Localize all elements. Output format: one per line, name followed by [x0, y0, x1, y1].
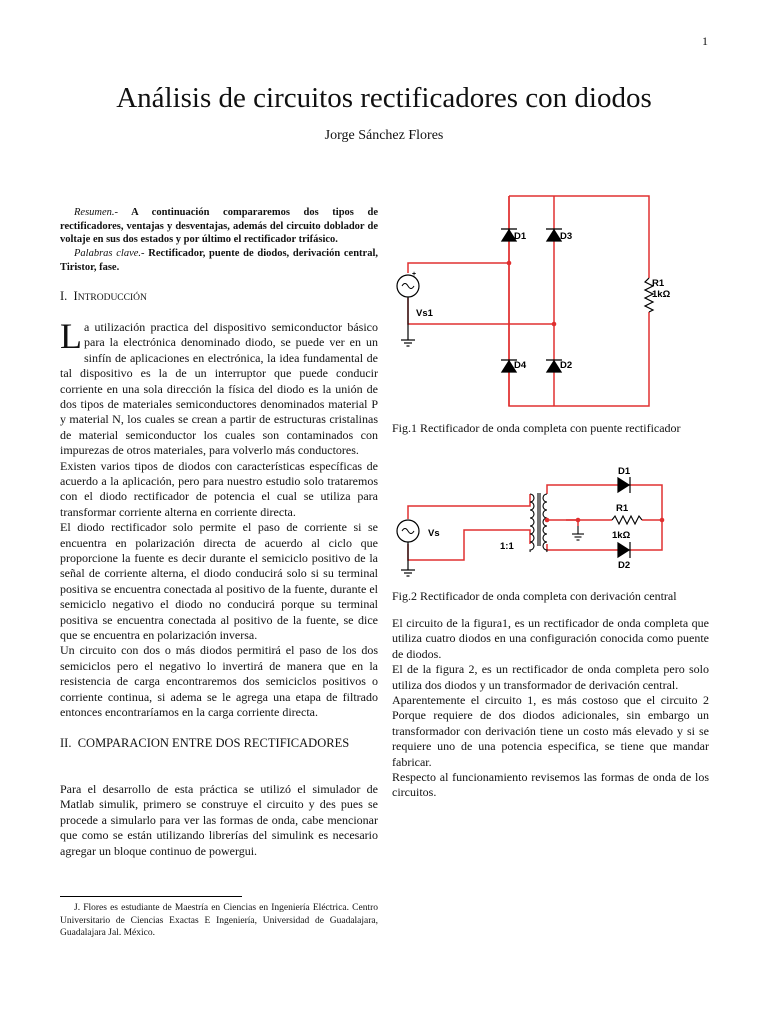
label-r1-value: 1kΩ	[652, 289, 671, 300]
svg-text:+: +	[412, 271, 417, 278]
right-paragraph-4: Respecto al funcionamiento revisemos las formas de onda de los circuitos.	[392, 770, 709, 800]
section2-paragraph: Para el desarrollo de esta práctica se utilizó el simulador de Matlab simulik, primero se construye el circuito y des pues se procede a simularlo para ver las formas de onda, cabe mencionar que como se están utilizando librerías del simulink es necesario agregar un bloque continuo de powergui.	[60, 781, 378, 858]
footnote-rule	[60, 896, 242, 897]
label-vs1: Vs1	[416, 308, 433, 319]
left-column	[60, 206, 378, 859]
author: Jorge Sánchez Flores	[324, 128, 444, 143]
page-number: 1	[702, 34, 708, 48]
ground-icon	[401, 570, 415, 576]
intro-paragraph-4: Un circuito con dos o más diodos permitirá el paso de los dos semiciclos pero el negativo lo invertirá de manera que en la resistencia de carga encontraremos dos semiciclos positivos o corriente continua, si adema se le agrega una etapa de filtrado entonces encontraríamos en la carga corriente directa.	[60, 643, 378, 720]
ground-icon	[572, 526, 584, 540]
label-r1-value: 1kΩ	[612, 530, 631, 541]
label-d2: D2	[618, 560, 631, 571]
keywords-text: Rectificador, puente de diodos, derivación central, Tiristor, fase.	[60, 248, 378, 273]
figure-1-junctions	[507, 261, 557, 327]
intro-p1-text: a utilización practica del dispositivo semiconductor básico para la electrónica denominado diodo, se puede ver en un sinfín de aplicaciones en electrónica, la idea fundamental de tal dispositivo es la de un interruptor que puede conducir corriente en una sola dirección la física del diodo es la unión de dos tipos de materiales semiconductores denominados material P y material N, los cuales se crean a partir de estructuras cristalinas de material semiconductor los cuales son contaminados con impurezas de otros materiales, para volverlo más conductores.	[60, 319, 378, 458]
ground-icon	[401, 340, 415, 346]
label-r1: R1	[616, 503, 629, 514]
diode-d1	[618, 477, 630, 493]
transformer	[530, 493, 547, 552]
diode-d2	[618, 542, 630, 558]
figure-1-bridge-rectifier	[390, 188, 690, 414]
section2-number: II.	[60, 736, 72, 751]
right-paragraph-3: Aparentemente el circuito 1, es más costoso que el circuito 2 Porque requiere de dos diodos adicionales, sin embargo un transformador con derivación tiene un costo más elevado y si se requiere uno de una potencia especifica, se tiene que mandar fabricar.	[392, 693, 709, 769]
section-number: I.	[60, 288, 68, 303]
figure-1-wires	[408, 196, 649, 406]
resumen-text: A continuación compararemos dos tipos de rectificadores, ventajas y desventajas, además del circuito doblador de voltaje en sus dos estados y por último el rectificador trifásico.	[60, 207, 378, 246]
label-d4: D4	[514, 360, 527, 371]
ac-source-vs	[397, 520, 419, 576]
section-heading-comparacion	[60, 736, 378, 751]
paper-title: Análisis de circuitos rectificadores con diodos	[116, 82, 652, 114]
abstract	[60, 206, 378, 275]
right-paragraph-2: El de la figura 2, es un rectificador de onda completa pero solo utiliza dos diodos y un transformador de derivación central.	[392, 662, 709, 692]
figure-2-center-tap-rectifier	[390, 464, 690, 582]
intro-paragraph-1	[60, 315, 378, 459]
label-d1: D1	[618, 466, 631, 477]
figure-1-diodes	[501, 229, 562, 372]
label-d1: D1	[514, 231, 527, 242]
label-d2: D2	[560, 360, 573, 371]
figure-2-caption: Fig.2 Rectificador de onda completa con derivación central	[392, 589, 677, 603]
resistor-r1	[612, 514, 642, 526]
section2-title: COMPARACION ENTRE DOS RECTIFICADORES	[77, 736, 350, 751]
keywords-label: Palabras clave.-	[74, 248, 145, 260]
label-d3: D3	[560, 231, 573, 242]
section-heading-introduccion	[60, 289, 378, 306]
label-vs: Vs	[428, 528, 440, 539]
drop-cap: L	[60, 315, 82, 356]
figure-1-caption: Fig.1 Rectificador de onda completa con puente rectificador	[392, 421, 681, 435]
label-ratio: 1:1	[500, 541, 514, 552]
intro-paragraph-3: El diodo rectificador solo permite el paso de corriente si se encuentra en polarización directa de acuerdo al ciclo que proporcione la fuente es decir durante el semiciclo positivo de la señal de corriente alterna, el diodo conducirá solo si su terminal positiva se encuentra conectada al positivo de la fuente, durante el semiciclo negativo el diodo no conducirá porque su terminal positiva se encuentra conectada al positivo de la fuente, se dice que se encuentra en polarización inversa.	[60, 520, 378, 643]
right-column	[392, 616, 709, 801]
label-r1: R1	[652, 278, 665, 289]
right-paragraph-1: El circuito de la figura1, es un rectificador de onda completa que utiliza cuatro diodos en una configuración conocida como puente de diodos.	[392, 616, 709, 661]
resumen-label: Resumen.-	[74, 207, 119, 218]
section-first-letter: I	[73, 288, 78, 303]
footnote: J. Flores es estudiante de Maestría en Ciencias en Ingeniería Eléctrica. Centro Universitario de Ciencias Exactas E Ingeniería, Universidad de Guadalajara, Guadalajara Jal. México.	[60, 903, 378, 938]
intro-paragraph-2: Existen varios tipos de diodos con características específicas de acuerdo a la aplicación, pero para nuestro estudio solo trataremos con el diodo rectificador de potencia el cual se utiliza para transformar corriente alterna en corriente directa.	[60, 458, 378, 519]
section-title-rest: NTRODUCCIÓN	[77, 292, 147, 303]
